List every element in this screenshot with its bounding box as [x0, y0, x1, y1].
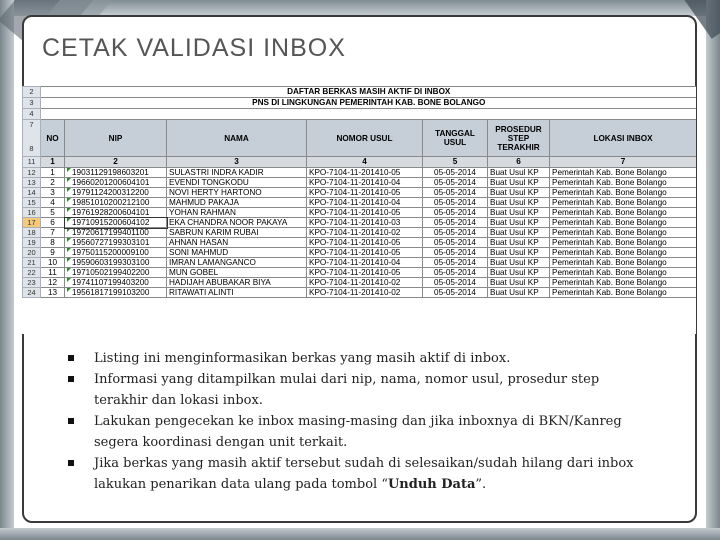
column-number: 3	[167, 157, 307, 168]
report-title-1: DAFTAR BERKAS MASIH AKTIF DI INBOX	[41, 87, 697, 98]
cell-nip-text: 19710502199402200	[72, 268, 150, 277]
bullet-item	[62, 348, 652, 369]
cell-error-marker-icon	[67, 278, 71, 282]
cell-prosedur-step[interactable]: Buat Usul KP	[488, 228, 550, 238]
row-header[interactable]: 17	[23, 218, 41, 228]
square-bullet-icon	[68, 460, 74, 466]
cell-nama[interactable]: MUN GOBEL	[167, 268, 307, 278]
bullet-item	[62, 411, 652, 453]
table-row	[23, 168, 697, 178]
cell-prosedur-step[interactable]: Buat Usul KP	[488, 288, 550, 298]
cell-nip[interactable]	[65, 288, 167, 298]
cell-error-marker-icon	[67, 268, 71, 272]
cell-nip-text: 19031129198603201	[72, 168, 149, 177]
cell-nomor-usul[interactable]: KPO-7104-11-201410-05	[307, 188, 423, 198]
cell-nip[interactable]	[65, 268, 167, 278]
cell-no[interactable]: 10	[41, 258, 65, 268]
cell-nomor-usul[interactable]: KPO-7104-11-201410-05	[307, 168, 423, 178]
cell-no[interactable]: 7	[41, 228, 65, 238]
cell-nama[interactable]: HADIJAH ABUBAKAR BIYA	[167, 278, 307, 288]
cell-tanggal-usul[interactable]: 05-05-2014	[423, 238, 488, 248]
column-number: 7	[550, 157, 697, 168]
cell-tanggal-usul[interactable]: 05-05-2014	[423, 258, 488, 268]
blank-cell	[41, 109, 697, 120]
cell-lokasi-inbox[interactable]: Pemerintah Kab. Bone Bolango	[550, 168, 697, 178]
slide-bottom-border	[0, 528, 720, 540]
slide-left-border	[0, 0, 14, 540]
table-row	[23, 278, 697, 288]
cell-nip-text: 19720617199401100	[72, 228, 149, 237]
row-header[interactable]: 18	[23, 228, 41, 238]
row-header[interactable]: 24	[23, 288, 41, 298]
cell-nomor-usul[interactable]: KPO-7104-11-201410-02	[307, 288, 423, 298]
cell-tanggal-usul[interactable]: 05-05-2014	[423, 188, 488, 198]
row-header[interactable]: 21	[23, 258, 41, 268]
header-prosedur-step[interactable]: PROSEDUR STEP TERAKHIR	[488, 120, 550, 157]
row-header[interactable]: 22	[23, 268, 41, 278]
cell-nomor-usul[interactable]: KPO-7104-11-201410-03	[307, 218, 423, 228]
cell-lokasi-inbox[interactable]: Pemerintah Kab. Bone Bolango	[550, 248, 697, 258]
cell-lokasi-inbox[interactable]: Pemerintah Kab. Bone Bolango	[550, 278, 697, 288]
header-nama[interactable]: NAMA	[167, 120, 307, 157]
column-number: 6	[488, 157, 550, 168]
cell-error-marker-icon	[67, 218, 71, 222]
table-row	[23, 208, 697, 218]
inbox-table	[22, 86, 696, 298]
cell-nomor-usul[interactable]: KPO-7104-11-201410-02	[307, 228, 423, 238]
square-bullet-icon	[68, 418, 74, 424]
cell-error-marker-icon	[67, 198, 71, 202]
cell-nip[interactable]	[65, 228, 167, 238]
cell-lokasi-inbox[interactable]: Pemerintah Kab. Bone Bolango	[550, 228, 697, 238]
cell-tanggal-usul[interactable]: 05-05-2014	[423, 248, 488, 258]
cell-error-marker-icon	[67, 228, 71, 232]
cell-error-marker-icon	[67, 238, 71, 242]
cell-nip[interactable]	[65, 278, 167, 288]
table-row	[23, 218, 697, 228]
row-header[interactable]: 15	[23, 198, 41, 208]
report-title-row-2	[23, 98, 697, 109]
table-row	[23, 288, 697, 298]
cell-lokasi-inbox[interactable]: Pemerintah Kab. Bone Bolango	[550, 268, 697, 278]
row-header-label: 7	[29, 120, 34, 129]
slide-title: CETAK VALIDASI INBOX	[42, 34, 346, 62]
cell-nama[interactable]: SABRUN KARIM RUBAI	[167, 228, 307, 238]
cell-nama[interactable]: IMRAN LAMANGANCO	[167, 258, 307, 268]
cell-nip[interactable]	[65, 168, 167, 178]
cell-nip-text: 19660201200604101	[72, 178, 150, 187]
cell-nomor-usul[interactable]: KPO-7104-11-201410-05	[307, 268, 423, 278]
bullet-item	[62, 369, 652, 411]
cell-prosedur-step[interactable]: Buat Usul KP	[488, 278, 550, 288]
cell-nama[interactable]: SONI MAHMUD	[167, 248, 307, 258]
cell-no[interactable]: 8	[41, 238, 65, 248]
cell-lokasi-inbox[interactable]: Pemerintah Kab. Bone Bolango	[550, 208, 697, 218]
cell-no[interactable]: 12	[41, 278, 65, 288]
cell-nama[interactable]: EKA CHANDRA NOOR PAKAYA	[167, 218, 307, 228]
cell-no[interactable]: 1	[41, 168, 65, 178]
cell-lokasi-inbox[interactable]: Pemerintah Kab. Bone Bolango	[550, 218, 697, 228]
cell-no[interactable]: 11	[41, 268, 65, 278]
header-lokasi-inbox[interactable]: LOKASI INBOX	[550, 120, 697, 157]
slide-right-border	[706, 0, 720, 540]
cell-nip-text: 19560727199303101	[72, 238, 150, 247]
cell-prosedur-step[interactable]: Buat Usul KP	[488, 268, 550, 278]
row-header[interactable]	[23, 120, 41, 157]
table-row	[23, 258, 697, 268]
row-header[interactable]: 12	[23, 168, 41, 178]
cell-nama[interactable]: MAHMUD PAKAJA	[167, 198, 307, 208]
cell-prosedur-step[interactable]: Buat Usul KP	[488, 198, 550, 208]
cell-no[interactable]: 9	[41, 248, 65, 258]
bullet-list	[62, 348, 652, 495]
cell-lokasi-inbox[interactable]: Pemerintah Kab. Bone Bolango	[550, 288, 697, 298]
blank-row	[23, 109, 697, 120]
cell-no[interactable]: 4	[41, 198, 65, 208]
cell-prosedur-step[interactable]: Buat Usul KP	[488, 248, 550, 258]
cell-nomor-usul[interactable]: KPO-7104-11-201410-04	[307, 258, 423, 268]
cell-no[interactable]: 2	[41, 178, 65, 188]
cell-tanggal-usul[interactable]: 05-05-2014	[423, 278, 488, 288]
cell-nip-text: 19741107199403200	[72, 278, 149, 287]
column-number: 4	[307, 157, 423, 168]
cell-prosedur-step[interactable]: Buat Usul KP	[488, 188, 550, 198]
cell-nip[interactable]	[65, 188, 167, 198]
cell-nip-text: 19791124200312200	[72, 188, 149, 197]
cell-lokasi-inbox[interactable]: Pemerintah Kab. Bone Bolango	[550, 178, 697, 188]
table-row	[23, 228, 697, 238]
cell-nip-text: 19750115200009100	[72, 248, 149, 257]
cell-prosedur-step[interactable]: Buat Usul KP	[488, 168, 550, 178]
cell-nama[interactable]: RITAWATI ALINTI	[167, 288, 307, 298]
cell-tanggal-usul[interactable]: 05-05-2014	[423, 168, 488, 178]
spreadsheet-screenshot	[22, 86, 696, 334]
cell-error-marker-icon	[67, 248, 71, 252]
cell-nomor-usul[interactable]: KPO-7104-11-201410-04	[307, 178, 423, 188]
row-header[interactable]: 19	[23, 238, 41, 248]
column-number: 1	[41, 157, 65, 168]
cell-nip[interactable]	[65, 218, 167, 228]
cell-nip-text: 19761928200604101	[72, 208, 150, 217]
header-tanggal-usul[interactable]: TANGGAL USUL	[423, 120, 488, 157]
table-row	[23, 248, 697, 258]
header-nip[interactable]: NIP	[65, 120, 167, 157]
cell-nama[interactable]: NOVI HERTY HARTONO	[167, 188, 307, 198]
row-header[interactable]: 16	[23, 208, 41, 218]
unduh-data-label: Unduh Data	[387, 477, 476, 492]
cell-nomor-usul[interactable]: KPO-7104-11-201410-02	[307, 278, 423, 288]
cell-lokasi-inbox[interactable]: Pemerintah Kab. Bone Bolango	[550, 198, 697, 208]
cell-error-marker-icon	[67, 188, 71, 192]
table-row	[23, 188, 697, 198]
cell-tanggal-usul[interactable]: 05-05-2014	[423, 218, 488, 228]
cell-nip-text: 19590603199303100	[72, 258, 150, 267]
square-bullet-icon	[68, 376, 74, 382]
row-header[interactable]: 2	[23, 87, 41, 98]
cell-nip[interactable]	[65, 208, 167, 218]
cell-prosedur-step[interactable]: Buat Usul KP	[488, 208, 550, 218]
column-number: 2	[65, 157, 167, 168]
cell-lokasi-inbox[interactable]: Pemerintah Kab. Bone Bolango	[550, 258, 697, 268]
cell-tanggal-usul[interactable]: 05-05-2014	[423, 228, 488, 238]
cell-nomor-usul[interactable]: KPO-7104-11-201410-05	[307, 238, 423, 248]
cell-nama[interactable]: YOHAN RAHMAN	[167, 208, 307, 218]
cell-prosedur-step[interactable]: Buat Usul KP	[488, 218, 550, 228]
cell-tanggal-usul[interactable]: 05-05-2014	[423, 198, 488, 208]
cell-lokasi-inbox[interactable]: Pemerintah Kab. Bone Bolango	[550, 188, 697, 198]
cell-nama[interactable]: SULASTRI INDRA KADIR	[167, 168, 307, 178]
cell-no[interactable]: 13	[41, 288, 65, 298]
cell-no[interactable]: 6	[41, 218, 65, 228]
row-header[interactable]: 20	[23, 248, 41, 258]
cell-no[interactable]: 3	[41, 188, 65, 198]
bullet-item	[62, 453, 652, 495]
row-header-label: 8	[29, 144, 34, 153]
cell-tanggal-usul[interactable]: 05-05-2014	[423, 268, 488, 278]
row-header[interactable]: 11	[23, 157, 41, 168]
cell-nomor-usul[interactable]: KPO-7104-11-201410-05	[307, 248, 423, 258]
row-header[interactable]: 14	[23, 188, 41, 198]
cell-error-marker-icon	[67, 168, 71, 172]
bullet-text: Listing ini menginformasikan berkas yang masih aktif di inbox.	[94, 351, 511, 366]
cell-nip[interactable]	[65, 238, 167, 248]
cell-prosedur-step[interactable]: Buat Usul KP	[488, 178, 550, 188]
row-header[interactable]: 13	[23, 178, 41, 188]
cell-tanggal-usul[interactable]: 05-05-2014	[423, 288, 488, 298]
cell-nip-text: 19710915200604102	[72, 218, 150, 227]
row-header[interactable]: 3	[23, 98, 41, 109]
cell-tanggal-usul[interactable]: 05-05-2014	[423, 208, 488, 218]
cell-lokasi-inbox[interactable]: Pemerintah Kab. Bone Bolango	[550, 238, 697, 248]
cell-nip-text: 19851010200212100	[72, 198, 150, 207]
cell-nip[interactable]	[65, 178, 167, 188]
cell-nama[interactable]: AHNAN HASAN	[167, 238, 307, 248]
row-header[interactable]: 23	[23, 278, 41, 288]
cell-error-marker-icon	[67, 258, 71, 262]
square-bullet-icon	[68, 355, 74, 361]
cell-nip[interactable]	[65, 248, 167, 258]
cell-nip-text: 19561817199103200	[72, 288, 150, 297]
cell-no[interactable]: 5	[41, 208, 65, 218]
bullet-text-before: Jika berkas yang masih aktif tersebut sudah di selesaikan/sudah hilang dari inbox lakukan penarikan data ulang pada tombol “	[94, 456, 634, 492]
table-row	[23, 198, 697, 208]
cell-nip[interactable]	[65, 258, 167, 268]
cell-nomor-usul[interactable]: KPO-7104-11-201410-04	[307, 198, 423, 208]
table-row	[23, 238, 697, 248]
cell-nip[interactable]	[65, 198, 167, 208]
table-row	[23, 178, 697, 188]
header-nomor-usul[interactable]: NOMOR USUL	[307, 120, 423, 157]
cell-error-marker-icon	[67, 178, 71, 182]
column-number: 5	[423, 157, 488, 168]
cell-prosedur-step[interactable]: Buat Usul KP	[488, 238, 550, 248]
row-header[interactable]: 4	[23, 109, 41, 120]
bullet-text: Lakukan pengecekan ke inbox masing-masing dan jika inboxnya di BKN/Kanreg segera koordinasi dengan unit terkait.	[94, 414, 622, 450]
column-number-row	[23, 157, 697, 168]
cell-nama[interactable]: EVENDI TONGKODU	[167, 178, 307, 188]
bullet-text: Informasi yang ditampilkan mulai dari nip, nama, nomor usul, prosedur step terakhir dan lokasi inbox.	[94, 372, 600, 408]
cell-error-marker-icon	[67, 288, 71, 292]
report-title-2: PNS DI LINGKUNGAN PEMERINTAH KAB. BONE BOLANGO	[41, 98, 697, 109]
header-no[interactable]: NO	[41, 120, 65, 157]
cell-error-marker-icon	[67, 208, 71, 212]
table-row	[23, 268, 697, 278]
column-header-row	[23, 120, 697, 157]
cell-nomor-usul[interactable]: KPO-7104-11-201410-05	[307, 208, 423, 218]
cell-tanggal-usul[interactable]: 05-05-2014	[423, 178, 488, 188]
cell-prosedur-step[interactable]: Buat Usul KP	[488, 258, 550, 268]
bullet-text-after: ”.	[475, 477, 487, 492]
report-title-row-1	[23, 87, 697, 98]
